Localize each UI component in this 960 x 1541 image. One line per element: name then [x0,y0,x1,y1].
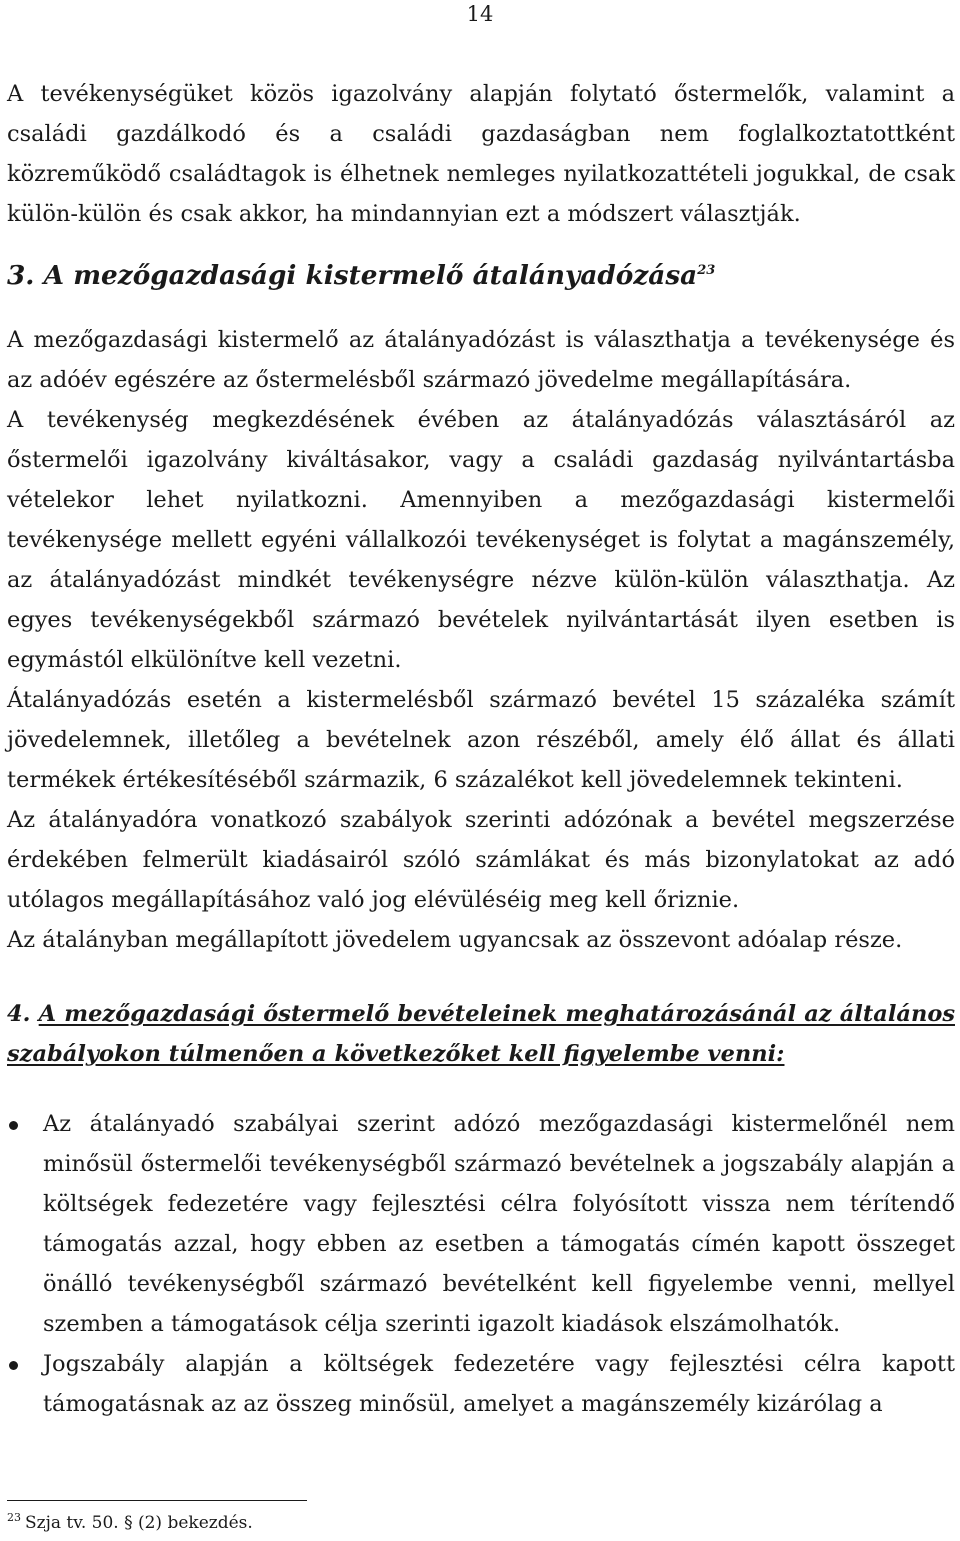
section-3-heading-text: 3. A mezőgazdasági kistermelő átalányadózása [7,260,698,291]
footnote-divider [7,1500,307,1501]
page-number: 14 [466,2,494,26]
section-4-heading-text: A mezőgazdasági őstermelő bevételeinek meghatározásánál az általános szabályokon túlmenően a következőket kell figyelembe venni: [7,1001,955,1067]
section-3-paragraph: A tevékenység megkezdésének évében az átalányadózás választásáról az őstermelői igazolvány kiváltásakor, vagy a családi gazdaság nyilvántartásba vételekor lehet nyilatkozni. Amennyiben a mezőgazdasági kistermelői tevékenysége mellett egyéni vállalkozói tevékenységet is folytat a magánszemély, az átalányadózást mindkét tevékenységre nézve külön-külön választhatja. Az egyes tevékenységekből származó bevételek nyilvántartását ilyen esetben is egymástól elkülönítve kell vezetni. [7,407,955,673]
section-3-heading [7,256,955,296]
list-item [7,1344,955,1424]
list-item-text: Az átalányadó szabályai szerint adózó mezőgazdasági kistermelőnél nem minősül őstermelői tevékenységből származó bevételnek a jogszabály alapján a költségek fedezetére vagy fejlesztési célra folyósított vissza nem térítendő támogatás azzal, hogy ebben az esetben a támogatás címén kapott összeget önálló tevékenységből származó bevételként kell figyelembe venni, mellyel szemben a támogatások célja szerinti igazolt kiadások elszámolhatók. [43,1111,955,1337]
section-4-number: 4. [7,1001,31,1027]
bullet-icon [9,1361,18,1370]
list-item [7,1104,955,1344]
intro-paragraph: A tevékenységüket közös igazolvány alapján folytató őstermelők, valamint a családi gazdálkodó és a családi gazdaságban nem foglalkoztatottként közreműködő családtagok is élhetnek nemleges nyilatkozattételi jogukkal, de csak külön-külön és csak akkor, ha mindannyian ezt a módszert választják. [7,81,955,227]
section-3-paragraph: Az átalányadóra vonatkozó szabályok szerinti adózónak a bevétel megszerzése érdekében felmerült kiadásairól szóló számlákat és más bizonylatokat az adó utólagos megállapításához való jog elévüléséig meg kell őriznie. [7,807,955,913]
section-4-bullet-list [7,1104,955,1424]
footnote-text: Szja tv. 50. § (2) bekezdés. [25,1513,253,1533]
section-3-paragraph: Átalányadózás esetén a kistermelésből származó bevétel 15 százaléka számít jövedelemnek, illetőleg a bevételnek azon részéből, amely élő állat és állati termékek értékesítéséből származik, 6 százalékot kell jövedelemnek tekinteni. [7,687,955,793]
footnote-number: 23 [7,1511,21,1525]
section-4-heading [7,994,955,1074]
footnote [7,1512,253,1534]
section-3-paragraph: A mezőgazdasági kistermelő az átalányadózást is választhatja a tevékenysége és az adóév egészére az őstermelésből származó jövedelme megállapítására. [7,327,955,393]
footnote-reference[interactable]: 23 [697,263,716,279]
list-item-text: Jogszabály alapján a költségek fedezetére vagy fejlesztési célra kapott támogatásnak az az összeg minősül, amelyet a magánszemély kizárólag a [43,1351,955,1417]
section-3-paragraph: Az átalányban megállapított jövedelem ugyancsak az összevont adóalap része. [7,927,903,953]
document-body [7,74,955,1424]
bullet-icon [9,1121,18,1130]
